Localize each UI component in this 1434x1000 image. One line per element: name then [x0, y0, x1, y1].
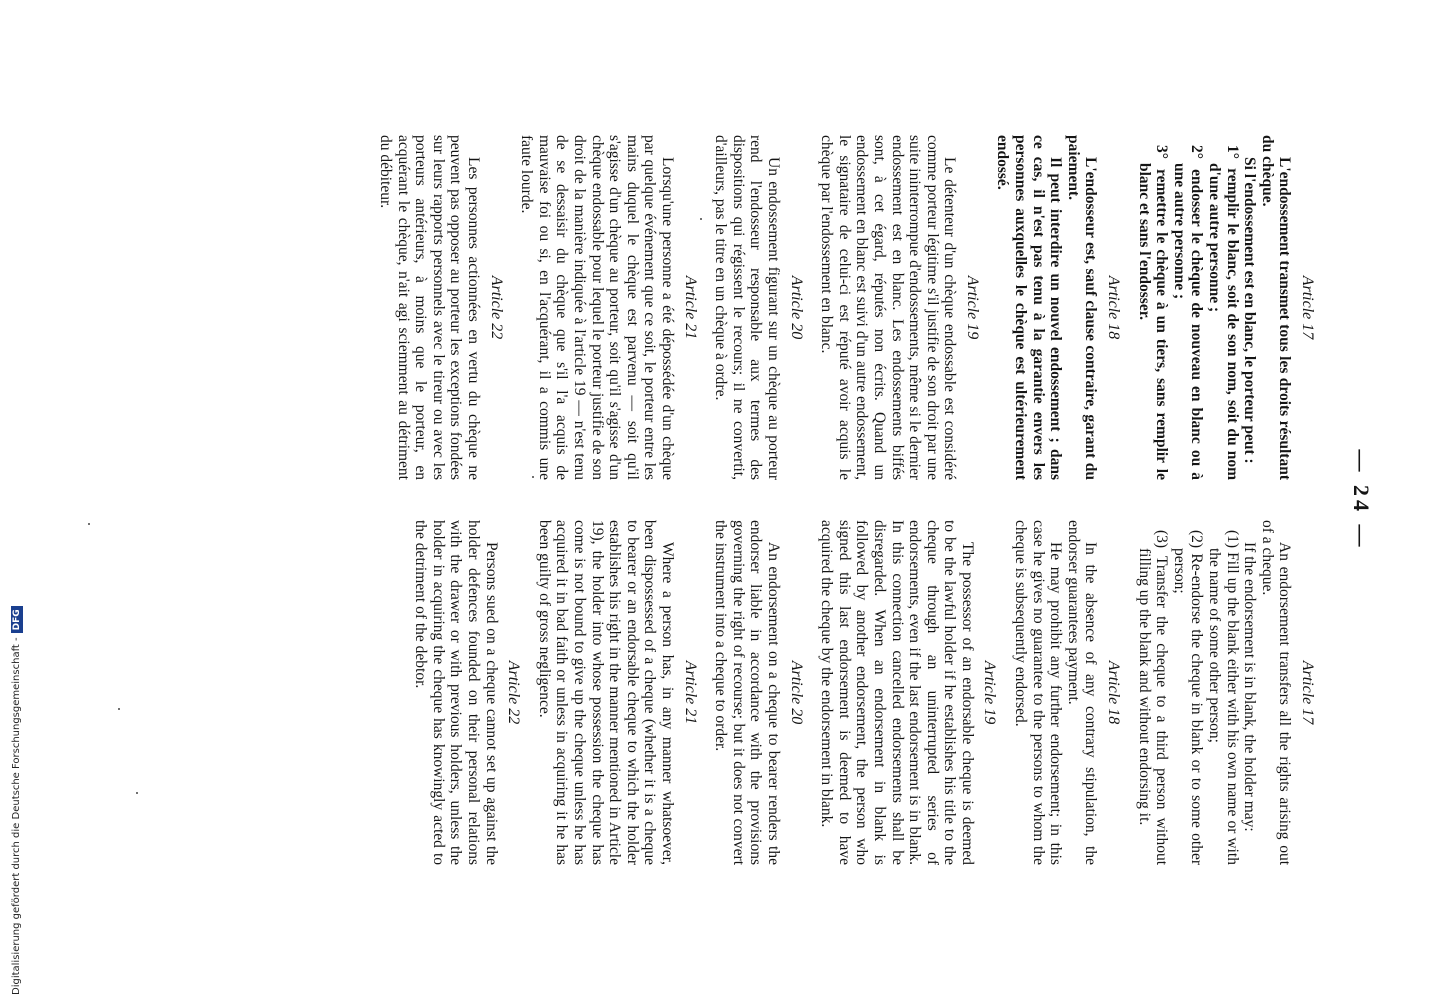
list-item [1170, 135, 1205, 480]
fr-article-19 [818, 135, 981, 480]
list-item-text: remettre le chèque à un tiers, sans remplir le blanc et sans l'endosser. [1135, 163, 1171, 480]
article-title: Article 18 [1105, 660, 1123, 725]
article-title: Article 17 [1299, 660, 1316, 725]
article-title: Article 22 [487, 275, 505, 340]
list-item-marker: 2° [1188, 145, 1206, 159]
list-item [1205, 135, 1240, 480]
article-paragraph: If the endorsement is in blank, the holder may: [1241, 542, 1259, 832]
article-paragraph: Where a person has, in any manner whatsoever, been dispossessed of a cheque (whether it is a cheque to bearer or an endorsable cheque to which the holder establishes his right in the manner mentioned in Article 19), the holder into whose possession the cheque has come is not bound to give up the cheque unless he has acquired it in bad faith or unless in acquiring it he has been guilty of gross negligence. [535, 520, 676, 865]
digitization-credit [0, 605, 22, 995]
en-article-21 [535, 520, 698, 865]
scan-speck [118, 708, 120, 710]
list-item-marker: (2) [1188, 530, 1206, 549]
credit-text: Digitalisierung gefördert durch die Deutsche Forschungsgemeinschaft - [11, 637, 22, 995]
article-paragraph: Lorsqu'une personne a été dépossédée d'un chèque par quelque événement que ce soit, le porteur entre les mains duquel le chèque est parvenu — soit qu'il s'agisse d'un chèque au porteur, soit qu'il s'agisse d'un chèque endossable pour lequel le porteur justifie de son droit de la manière indiquée à l'article 19 — n'est tenu de se dessaisir du chèque que s'il l'a acquis de mauvaise foi ou si, en l'acquérant, il a commis une faute lourde. [518, 135, 676, 480]
article-paragraph: The possessor of an endorsable cheque is deemed to be the lawful holder if he establishes his title to the cheque through an uninterrupted series of endorsements, even if the last endorsement is in blank. In this connection cancelled endorsements shall be disregarded. When an endorsement in blank is followed by another endorsement, the person who signed this last endorsement is deemed to have acquired the cheque by the endorsement in blank. [818, 520, 976, 865]
article-list [1135, 135, 1241, 480]
article-title: Article 17 [1299, 275, 1316, 340]
fr-article-18 [994, 135, 1122, 480]
list-item-text: endosser le chèque de nouveau en blanc ou à une autre personne ; [1170, 163, 1206, 481]
article-title: Article 21 [681, 275, 699, 340]
article-title: Article 22 [505, 660, 523, 725]
scan-speck [532, 476, 534, 478]
article-title: Article 19 [963, 275, 981, 340]
article-title: Article 21 [681, 660, 699, 725]
article-paragraph: Les personnes actionnées en vertu du chèque ne peuvent pas opposer au porteur les exceptions fondées sur leurs rapports personnels avec le tireur ou avec les porteurs antérieurs, à moins que le porteur, en acquérant le chèque, n'ait agi sciemment au détriment du débiteur. [377, 135, 483, 480]
en-article-22 [412, 520, 523, 865]
en-article-19 [818, 520, 999, 865]
dfg-logo-icon: DFG [11, 606, 23, 633]
article-title: Article 20 [787, 275, 805, 340]
list-item [1135, 135, 1170, 480]
fr-article-17 [1135, 135, 1316, 480]
article-list [1135, 520, 1241, 865]
english-column [399, 520, 1316, 865]
article-paragraph: Le détenteur d'un chèque endossable est considéré comme porteur légitime s'il justifie de son droit par une suite ininterrompue d'endossements, même si le dernier endossement est en blanc. Les endossements biffés sont, à cet égard, réputés non écrits. Quand un endossement en blanc est suivi d'un autre endossement, le signataire de celui-ci est réputé avoir acquis le chèque par l'endossement en blanc. [818, 135, 959, 480]
article-paragraph: Si l'endossement est en blanc, le porteur peut : [1241, 157, 1259, 464]
list-item [1135, 520, 1170, 865]
list-item-text: Re-endorse the cheque in blank or to some other person; [1170, 548, 1206, 866]
fr-article-20 [712, 135, 805, 480]
page-number: — 24 — [1349, 449, 1374, 551]
article-paragraph: L'endosseur est, sauf clause contraire, garant du paiement. [1064, 135, 1100, 480]
list-item-marker: (3) [1153, 530, 1171, 549]
article-paragraph: Il peut interdire un nouvel endossement ; dans ce cas, il n'est pas tenu à la garantie envers les personnes auxquelles le chèque est ultérieurement endossé. [994, 135, 1065, 480]
list-item-text: Transfer the cheque to a third person without filling up the blank and without endorsing it. [1135, 548, 1171, 865]
article-title: Article 20 [787, 660, 805, 725]
article-paragraph: He may prohibit any further endorsement; in this case he gives no guarantee to the persons to whom the cheque is subsequently endorsed. [1012, 520, 1065, 865]
article-paragraph: Persons sued on a cheque cannot set up against the holder defences founded on their personal relations with the drawer or with previous holders, unless the holder in acquiring the cheque has knowingly acted to the detriment of the debtor. [412, 520, 500, 865]
fr-article-22 [377, 135, 505, 480]
en-article-18 [1012, 520, 1123, 865]
fr-article-21 [518, 135, 699, 480]
list-item-marker: 3° [1153, 145, 1171, 159]
article-paragraph: An endorsement on a cheque to bearer renders the endorser liable in accordance with the provisions governing the right of recourse; but it does not convert the instrument into a cheque to order. [712, 520, 782, 865]
en-article-20 [712, 520, 805, 865]
article-title: Article 18 [1105, 275, 1123, 340]
french-column [364, 135, 1317, 480]
list-item [1205, 520, 1240, 865]
article-title: Article 19 [981, 660, 999, 725]
list-item-text: Fill up the blank either with his own name or with the name of some other person; [1206, 548, 1241, 865]
en-article-17 [1135, 520, 1316, 865]
list-item-text: remplir le blanc, soit de son nom, soit du nom d'une autre personne ; [1206, 163, 1241, 481]
list-item [1170, 520, 1205, 865]
article-paragraph: In the absence of any contrary stipulation, the endorser guarantees payment. [1064, 520, 1100, 865]
scan-speck [136, 792, 138, 794]
scan-speck [88, 523, 90, 525]
list-item-marker: (1) [1223, 530, 1241, 549]
article-paragraph: Un endossement figurant sur un chèque au porteur rend l'endosseur responsable aux termes des dispositions qui régissent le recours; il ne convertit, d'ailleurs, pas le titre en un chèque à ordre. [712, 135, 782, 480]
article-paragraph: L'endossement transmet tous les droits résultant du chèque. [1258, 135, 1294, 480]
article-paragraph: An endorsement transfers all the rights arising out of a cheque. [1258, 520, 1294, 865]
list-item-marker: 1° [1223, 145, 1241, 159]
scan-speck [700, 218, 702, 220]
